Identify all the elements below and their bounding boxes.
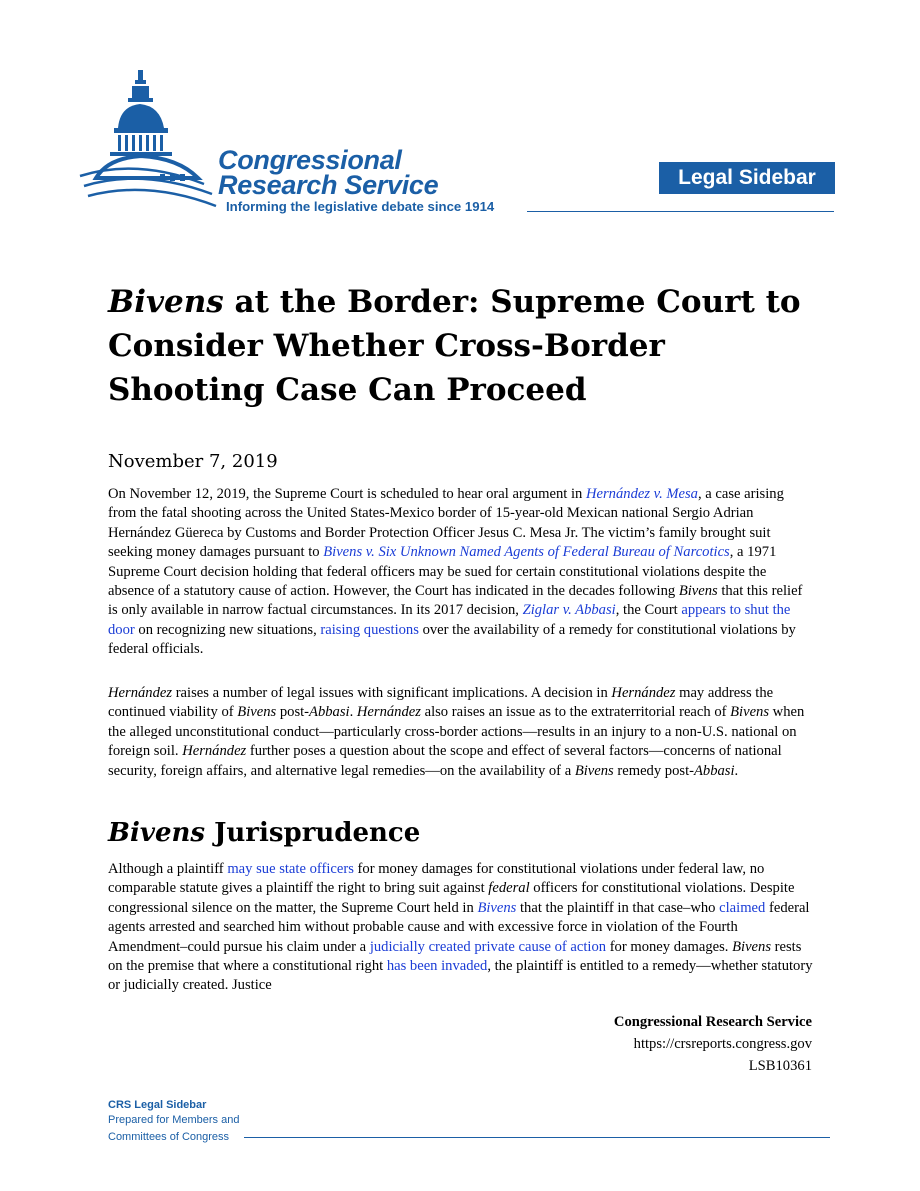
footer-divider: [244, 1137, 830, 1138]
capitol-dome-logo-icon: [78, 66, 218, 216]
link-has-been-invaded[interactable]: has been invaded: [386, 958, 488, 975]
footer-url[interactable]: https://crsreports.congress.gov: [633, 1036, 812, 1052]
title-rest: at the Border: Supreme Court to Consider Whether Cross-Border Shooting Case Can Proceed: [108, 284, 801, 408]
link-appears-to-shut-door[interactable]: appears to shut the door: [108, 602, 791, 638]
text-run: federal agents arrested and searched him without probable cause and with excessive force in violation of the Fourth Amendment–could pursue his claim under a: [108, 899, 810, 955]
italic-run: Bivens: [678, 583, 718, 600]
section-heading: [108, 815, 420, 851]
text-run: when the alleged unconstitutional conduct—particularly cross-border actions—results in an injury to a non-U.S. national on foreign soil.: [108, 704, 805, 760]
italic-run: Bivens: [574, 762, 614, 779]
publication-date: November 7, 2019: [108, 451, 278, 472]
org-tagline: Informing the legislative debate since 1914: [226, 199, 495, 214]
link-text: Ziglar v. Abbasi: [522, 602, 616, 619]
heading-rest: Jurisprudence: [205, 818, 421, 848]
italic-run: Bivens: [732, 938, 771, 955]
text-run: .: [349, 704, 357, 721]
org-name-line1: Congressional: [218, 145, 402, 175]
footer-series-label: CRS Legal Sidebar: [108, 1099, 207, 1111]
italic-run: Abbasi: [309, 704, 350, 721]
title-italic: Bivens: [108, 284, 224, 320]
paragraph-jurisprudence: [108, 860, 814, 996]
italic-run: federal: [488, 880, 530, 897]
text-run: , the Court: [615, 602, 682, 619]
text-run: that this relief is only available in narrow factual circumstances. In its 2017 decision,: [108, 583, 803, 619]
text-run: on recognizing new situations,: [134, 621, 321, 638]
text-run: for money damages for constitutional violations under federal law, no comparable statute gives a plaintiff the right to bring suit against: [108, 861, 765, 897]
link-text: Bivens: [477, 899, 517, 916]
text-run: Although a plaintiff: [108, 861, 228, 877]
link-hernandez-v-mesa[interactable]: [586, 486, 698, 502]
text-run: also raises an issue as to the extraterritorial reach of: [420, 704, 731, 721]
italic-run: Hernández: [182, 743, 247, 760]
legal-sidebar-badge: Legal Sidebar: [659, 162, 835, 194]
paragraph-intro: [108, 485, 814, 660]
link-bivens-case[interactable]: [323, 544, 730, 560]
text-run: rests on the premise that where a constitutional right: [108, 938, 802, 975]
footer-org: Congressional Research Service: [613, 1014, 812, 1030]
link-text: Bivens v. Six Unknown Named Agents of Federal Bureau of Narcotics: [323, 544, 730, 561]
footer-prepared-line1: Prepared for Members and: [108, 1114, 240, 1126]
text-run: remedy post-: [613, 762, 694, 779]
text-run: that the plaintiff in that case–who: [516, 899, 720, 916]
text-run: may address the continued viability of: [108, 685, 774, 721]
italic-run: Hernández: [108, 685, 173, 701]
italic-run: Abbasi: [693, 762, 735, 779]
text-run: raises a number of legal issues with significant implications. A decision in: [172, 685, 612, 701]
text-run: On November 12, 2019, the Supreme Court is scheduled to hear oral argument in: [108, 486, 586, 502]
text-run: officers for constitutional violations. Despite congressional silence on the matter, the Supreme Court held in: [108, 880, 795, 916]
footer-citation: [614, 1011, 812, 1077]
paragraph-issues: [108, 684, 814, 781]
link-raising-questions[interactable]: raising questions: [320, 621, 419, 638]
text-run: , a 1971 Supreme Court decision holding that federal officers may be sued for certain constitutional violations despite the absence of a statutory cause of action. However, the Court has indicated in the decades following: [108, 544, 777, 600]
text-run: .: [734, 762, 739, 779]
text-run: post-: [276, 704, 310, 721]
italic-run: Bivens: [237, 704, 277, 721]
text-run: for money damages.: [606, 938, 733, 955]
heading-italic: Bivens: [108, 818, 206, 848]
footer-prepared-line2: Committees of Congress: [108, 1131, 230, 1143]
text-run: over the availability of a remedy for constitutional violations by federal officials.: [108, 621, 796, 658]
link-judicially-created-cause[interactable]: judicially created private cause of action: [369, 938, 607, 955]
link-may-sue-state-officers[interactable]: may sue state officers: [227, 861, 354, 877]
footer-code: LSB10361: [748, 1058, 812, 1074]
link-text: Hernández v. Mesa: [585, 486, 698, 502]
org-name-line2: Research Service: [218, 170, 439, 200]
italic-run: Hernández: [356, 704, 421, 721]
link-bivens[interactable]: [477, 900, 516, 916]
link-claimed[interactable]: claimed: [719, 899, 766, 916]
text-run: , the plaintiff is entitled to a remedy—whether statutory or judicially created. Justice: [108, 958, 813, 994]
link-ziglar-v-abbasi[interactable]: [523, 602, 616, 618]
text-run: further poses a question about the scope and effect of several factors—concerns of national security, foreign affairs, and alternative legal remedies—on the availability of a: [108, 743, 782, 779]
text-run: , a case arising from the fatal shooting across the United States-Mexico border of 15-year-old Mexican national Sergio Adrian Hernández Güereca by Customs and Border Protection Officer Jesus C. Mesa Jr. The victim’s family brought suit seeking money damages pursuant to: [108, 486, 784, 561]
italic-run: Hernández: [611, 685, 676, 701]
header-divider: [527, 211, 834, 212]
page-title: [108, 280, 808, 412]
italic-run: Bivens: [730, 704, 770, 721]
